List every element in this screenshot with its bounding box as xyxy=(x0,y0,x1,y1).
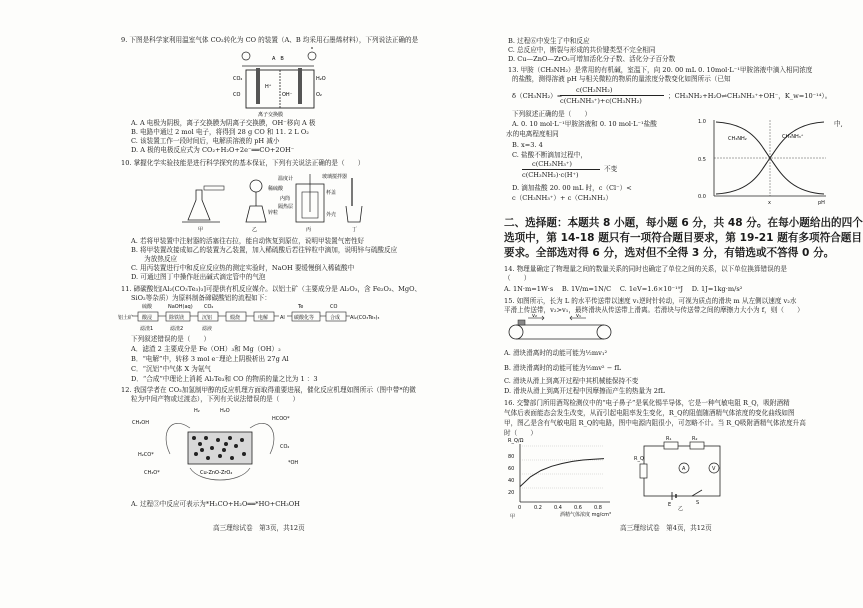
q11-flow-diagram xyxy=(118,302,383,332)
q16-xtick: 0.8 xyxy=(594,505,602,511)
svg-text:CH₃NH₃⁺: CH₃NH₃⁺ xyxy=(782,134,804,140)
q13-frac-den: c(CH₃NH₃⁺)+c(CH₃NH₂) xyxy=(560,97,642,105)
q12-option-c: C. 总反应中，断裂与形成的共价键类型不完全相同 xyxy=(508,46,656,54)
q16-xtick: 0 xyxy=(518,505,522,511)
svg-text:H₂O: H₂O xyxy=(316,76,326,82)
svg-text:铝土矿: 铝土矿 xyxy=(118,315,134,321)
svg-text:R₁: R₁ xyxy=(666,436,672,442)
q16-chart-ylabel: R_Q/Ω xyxy=(508,438,524,444)
q13-option-c-den: c(CH₃NH₂)·c(H⁺) xyxy=(522,171,579,179)
q10-option-b-cont: 为放热反应 xyxy=(131,255,178,263)
svg-text:NaOH(aq): NaOH(aq) xyxy=(168,304,193,310)
q13-option-b: B. x=3. 4 xyxy=(512,141,543,149)
q16-ytick: 20 xyxy=(508,490,515,496)
svg-text:乙: 乙 xyxy=(252,227,258,233)
svg-text:隔热层: 隔热层 xyxy=(278,204,294,210)
svg-text:Cu-ZnO-ZrO₂: Cu-ZnO-ZrO₂ xyxy=(200,470,233,476)
q10-option-d: D. 可通过图丁中操作赶出碱式滴定管中的气泡 xyxy=(131,273,266,281)
svg-text:CO: CO xyxy=(330,304,338,310)
q13-lead: 下列叙述正确的是（ ） xyxy=(512,110,592,118)
q11-option-c: C．“沉铝”中气体 X 为氨气 xyxy=(131,365,212,373)
q15-stem-1: 15. 如图所示，长为 L 的水平传送带以速度 v₁逆时针转动，可视为质点的滑块 m 从左侧以速度 v₂水 xyxy=(504,297,797,305)
svg-text:丁: 丁 xyxy=(352,227,358,233)
q11-lead: 下列叙述错误的是（ ） xyxy=(131,335,211,343)
q12-option-a: A. 过程③中反应可表示为*H₂CO+H₂O══*HO+CH₃OH xyxy=(131,500,300,508)
q13-frac-bar xyxy=(560,95,664,96)
svg-text:CO₂: CO₂ xyxy=(280,444,290,450)
q16-stem-4: 时（ ） xyxy=(504,429,537,437)
q10-stem: 10. 掌握化学实验技能是进行科学探究的基本保证，下列有关说法正确的是（ ） xyxy=(121,159,365,167)
q15-option-c: C. 滑块从滑上到离开过程中其机械能保持不变 xyxy=(504,377,639,385)
q16-chart-caption: 甲 xyxy=(510,514,516,520)
q16-chart-xlabel: 酒精气体浓度 mg/cm³ xyxy=(560,512,611,518)
q13-option-a: A. 0. 10 mol·L⁻¹甲胺溶液和 0. 10 mol·L⁻¹盐酸 xyxy=(512,120,657,128)
svg-text:碳酸化等: 碳酸化等 xyxy=(294,315,315,321)
q16-xtick: 0.2 xyxy=(534,505,542,511)
q16-ytick: 40 xyxy=(508,478,515,484)
svg-text:外壳: 外壳 xyxy=(326,212,337,218)
svg-text:CH₃NH₂: CH₃NH₂ xyxy=(728,136,747,142)
svg-text:杯盖: 杯盖 xyxy=(326,190,337,196)
q13-option-d-cont: c（CH₃NH₃⁺）+ c（CH₃NH₂） xyxy=(512,194,613,202)
left-page-footer: 高三理综试卷 第3页，共12页 xyxy=(213,524,305,532)
q15-option-b: B. 滑块滑离时的动能可能为½mv² − fL xyxy=(504,364,622,372)
q15-conveyor-figure xyxy=(506,314,616,344)
svg-text:R_Q: R_Q xyxy=(634,456,644,462)
q13-option-a-cont: 水的电离程度相同 xyxy=(506,130,559,138)
q13-option-c-bar xyxy=(522,169,600,170)
svg-text:0.0: 0.0 xyxy=(698,194,706,200)
svg-text:H⁺: H⁺ xyxy=(265,84,272,90)
svg-text:CH₃O*: CH₃O* xyxy=(144,470,160,476)
svg-text:煅烧: 煅烧 xyxy=(230,315,241,321)
svg-text:H₂: H₂ xyxy=(194,408,200,414)
q9-option-d: D. A 极的电极反应式为 CO₂+H₂O+2e⁻══CO+2OH⁻ xyxy=(131,146,295,154)
q11-option-d: D．“合成”中理论上消耗 Al₂Te₃和 CO 的物质的量之比为 1 ：3 xyxy=(131,375,318,383)
svg-text:Al: Al xyxy=(280,315,285,321)
svg-text:A: A xyxy=(682,466,686,472)
svg-text:v₁: v₁ xyxy=(576,313,581,319)
q13-delta: δ（CH₃NH₂）= xyxy=(512,92,563,100)
svg-text:CO: CO xyxy=(233,92,241,98)
svg-text:R₂: R₂ xyxy=(692,436,698,442)
svg-text:H₂O: H₂O xyxy=(220,408,230,414)
q13-option-c-tail: 不变 xyxy=(604,165,618,173)
section-2-heading-2: 选项中，第 14-18 题只有一项符合题目要求，第 19-21 题有多项符合题目 xyxy=(504,232,862,244)
q13-equilibrium: ；CH₃NH₂+H₂O⇌CH₃NH₃⁺+OH⁻，K_w=10⁻¹⁴）。 xyxy=(668,92,832,100)
q12-option-b: B. 过程⑥中发生了中和反应 xyxy=(508,37,590,45)
q16-xtick: 0.6 xyxy=(574,505,582,511)
q12-stem-2: 粒为中间产物或过渡态），下列有关说法错误的是（ ） xyxy=(131,395,300,403)
svg-text:A B: A B xyxy=(272,56,284,62)
q9-electrolysis-figure xyxy=(232,48,324,118)
svg-text:S: S xyxy=(696,500,700,506)
q13-distribution-chart xyxy=(694,114,832,206)
svg-text:甲: 甲 xyxy=(198,227,204,233)
svg-text:Te: Te xyxy=(298,304,304,310)
svg-text:HCOO*: HCOO* xyxy=(272,416,290,422)
svg-text:玻璃搅拌器: 玻璃搅拌器 xyxy=(322,174,348,180)
right-page xyxy=(458,0,863,608)
q16-stem-2: 气体后表面能态会发生改变，从而引起电阻率发生变化，R_Q的阻值随酒精气体浓度的变化曲线如图 xyxy=(504,409,795,417)
q11-stem-2: SiO₂等杂质）为原料制备碲碳酸铝的流程如下： xyxy=(131,294,271,302)
svg-text:电解: 电解 xyxy=(258,315,269,321)
svg-text:酸浸: 酸浸 xyxy=(142,315,153,321)
svg-text:*OH: *OH xyxy=(288,460,299,466)
q9-option-a: A. A 电极为阴极，离子交换膜为阴离子交换膜，OH⁻移向 A 极 xyxy=(131,119,316,127)
q15-option-a: A. 滑块滑离时的动能可能为½mv₁² xyxy=(504,349,608,357)
svg-text:0.5: 0.5 xyxy=(698,157,706,163)
svg-text:除铁镁: 除铁镁 xyxy=(169,315,185,321)
q16-xtick: 0.4 xyxy=(554,505,562,511)
svg-text:O₂: O₂ xyxy=(316,92,322,98)
svg-text:OH⁻: OH⁻ xyxy=(282,92,293,98)
q16-chart-line xyxy=(520,459,604,487)
q10-option-b: B. 将甲装置改接成如乙的装置为乙装置，加入稀硫酸后若往锌粒中滴加，说明锌与硫酸反应 xyxy=(131,246,398,254)
q11-stem-1: 11. 碲碳酸铝[Al₂(CO₃Te₃)₃]可提供有机反应媒介。以铝土矿（主要成分是 Al₂O₃，含 Fe₂O₃、MgO、 xyxy=(121,285,422,293)
q16-resistance-chart xyxy=(500,436,618,520)
svg-text:E: E xyxy=(668,502,672,508)
svg-text:滤液: 滤液 xyxy=(202,326,213,332)
svg-text:离子交换膜: 离子交换膜 xyxy=(258,112,284,118)
svg-text:滤渣1: 滤渣1 xyxy=(140,326,154,332)
q9-stem: 9. 下图是科学家利用温室气体 CO₂转化为 CO 的装置（A、B 均采用石墨烯材料），下列说法正确的是 xyxy=(121,36,419,44)
svg-text:丙: 丙 xyxy=(306,227,312,233)
q13-frac-num: c(CH₃NH₂) xyxy=(576,86,613,94)
svg-text:x: x xyxy=(768,200,771,206)
right-page-footer: 高三理综试卷 第4页，共12页 xyxy=(620,524,712,532)
q11-option-b: B．“电解”中，转移 3 mol e⁻理论上阴极析出 27g Al xyxy=(131,355,289,363)
q9-option-c: C. 该装置工作一段时间后，电解质溶液的 pH 减小 xyxy=(131,137,280,145)
q12-stem-1: 12. 我国学者在 CO₂加氢制甲醇的反应机理方面取得重要进展，催化反应机理如图所示（图中带*的微 xyxy=(121,386,416,394)
svg-text:CO₂: CO₂ xyxy=(204,304,214,310)
q13-option-c-num: c(CH₃NH₃⁺) xyxy=(532,160,572,168)
q13-option-d: D. 滴加盐酸 20. 00 mL 时，c（Cl⁻）< xyxy=(512,184,632,192)
svg-text:温度计: 温度计 xyxy=(278,176,294,182)
svg-text:1.0: 1.0 xyxy=(698,119,706,125)
q16-stem-3: 甲，图乙是含有气敏电阻 R_Q的电路，图中电源内阻很小，可忽略不计。当 R_Q吸附酒精气体浓度升高 xyxy=(504,419,806,427)
q13-stem-1: 13. 甲胺（CH₃NH₂）是常用的有机碱，室温下，向 20. 00 mL 0. 10mol·L⁻¹甲胺溶液中滴入相同浓度 xyxy=(508,66,813,74)
svg-text:CH₃OH: CH₃OH xyxy=(132,420,149,426)
q9-co2-label: CO₂ xyxy=(233,76,243,82)
q14-options: A. 1N·m=1W·s B. 1V/m=1N/C C. 1eV=1.6×10⁻¹⁹J D. 1J=1kg·m/s² xyxy=(504,285,743,293)
q16-stem-1: 16. 交警部门所用酒驾检测仪中的“电子鼻子”是氧化锡半导体，它是一种气敏电阻 R_Q，吸附酒精 xyxy=(504,399,790,407)
svg-text:滤渣2: 滤渣2 xyxy=(170,326,184,332)
svg-text:内筒: 内筒 xyxy=(280,196,291,202)
svg-text:沉铝: 沉铝 xyxy=(202,315,213,321)
q14-stem-1: 14. 物理量确定了物理量之间的数量关系的同时也确定了单位之间的关系，以下单位换算错误的是 xyxy=(504,265,787,273)
q13-stem-2: 的盐酸，测得溶液 pH 与相关微粒的物质的量浓度分数变化如图所示（已知 xyxy=(512,75,731,83)
svg-text:V: V xyxy=(712,466,716,472)
svg-text:pH: pH xyxy=(818,200,825,206)
svg-text:H₂CO*: H₂CO* xyxy=(138,452,154,458)
q9-option-b: B. 电路中通过 2 mol 电子，将得到 28 g CO 和 11. 2 L O₂ xyxy=(131,128,309,136)
q12-option-d: D. Cu—ZnO—ZrO₂可增加活化分子数、活化分子百分数 xyxy=(508,55,676,63)
q10-option-c: C. 用丙装置进行中和反应反应热的测定实验时，NaOH 要缓慢倒入稀硫酸中 xyxy=(131,264,355,272)
q14-stem-2: （ ） xyxy=(504,274,531,282)
svg-text:乙: 乙 xyxy=(678,506,684,512)
q11-option-a: A．滤渣 2 主要成分是 Fe（OH）₃和 Mg（OH）₂ xyxy=(131,345,281,353)
q15-option-d: D. 滑块从滑上到离开过程中因摩擦而产生的热量为 2fL xyxy=(504,387,665,395)
q13-option-a-mid: 中, xyxy=(834,120,843,128)
section-2-heading-3: 要求。全部选对得 6 分，选对但不全得 3 分，有错选或不答得 0 分。 xyxy=(504,247,835,259)
svg-text:硫酸: 硫酸 xyxy=(142,304,153,310)
svg-text:Al₂(CO₃Te₃)₃: Al₂(CO₃Te₃)₃ xyxy=(350,315,380,321)
svg-text:合成: 合成 xyxy=(330,315,341,321)
q10-option-a: A. 若将甲装置中注射器的活塞往右拉，能自动恢复到原位，说明甲装置气密性好 xyxy=(131,237,365,245)
q13-option-c: C. 盐酸不断滴加过程中， xyxy=(512,151,587,159)
q16-circuit-figure xyxy=(634,438,730,510)
svg-text:稀硫酸: 稀硫酸 xyxy=(268,186,284,192)
q12-mechanism-figure xyxy=(130,404,326,490)
svg-text:锌粒: 锌粒 xyxy=(268,210,279,216)
section-2-heading-1: 二、选择题：本题共 8 小题，每小题 6 分，共 48 分。在每小题给出的四个 xyxy=(504,217,863,229)
q15-stem-2: 平滑上传送带，v₂>v₁，最终滑块从传送带上滑离。若滑块与传送带之间的摩擦力大小为 f，则（ ） xyxy=(504,306,804,314)
q16-ytick: 80 xyxy=(508,454,515,460)
q16-ytick: 60 xyxy=(508,466,515,472)
svg-text:v₂: v₂ xyxy=(532,313,537,319)
q10-apparatus-figure xyxy=(180,170,370,232)
